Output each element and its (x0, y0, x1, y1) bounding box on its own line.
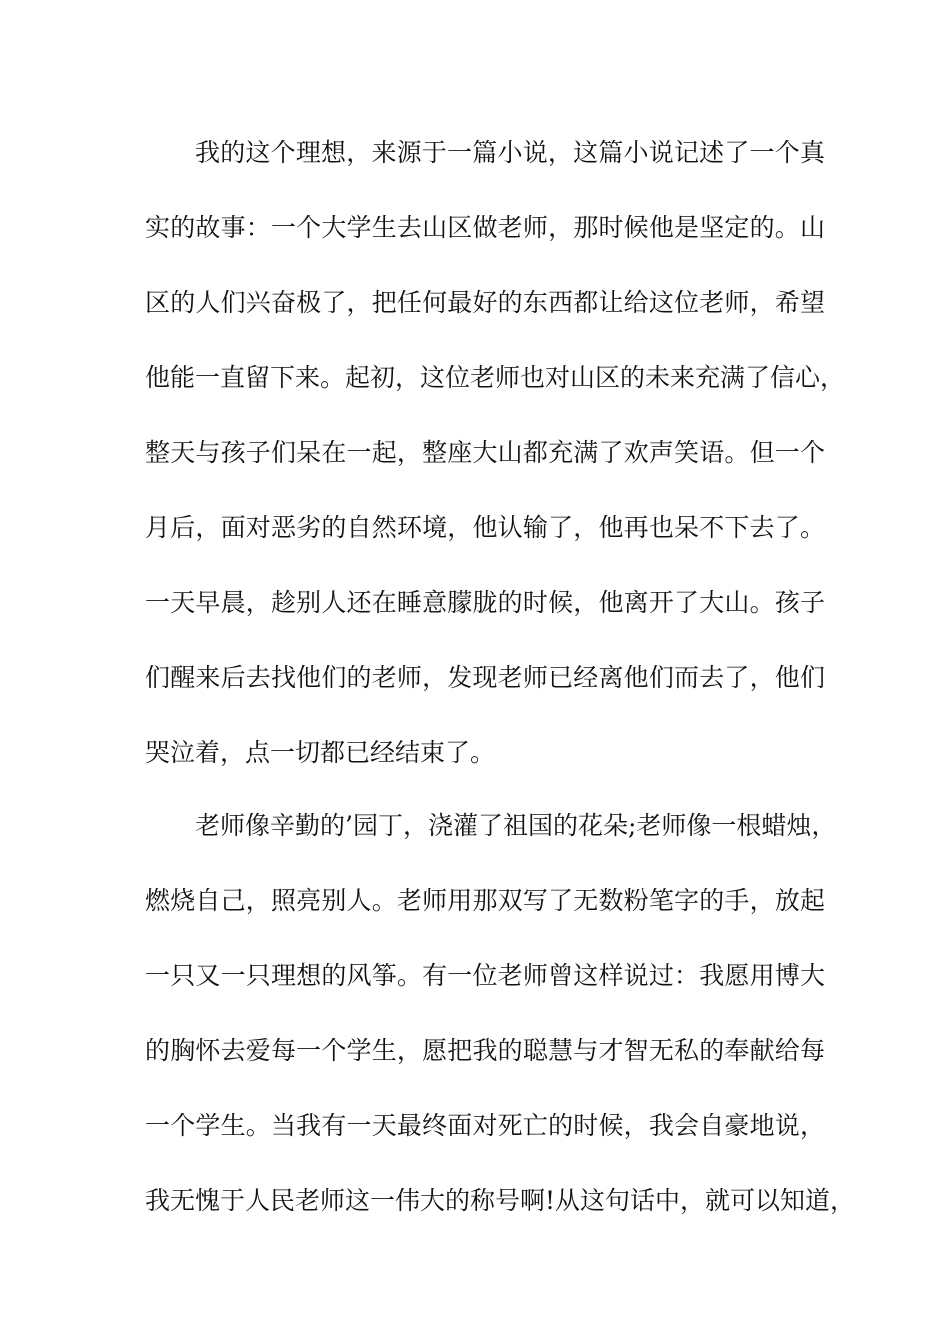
text-line: 燃烧自己，照亮别人。老师用那双写了无数粉笔字的手，放起 (145, 886, 825, 915)
text-line: 我的这个理想，来源于一篇小说，这篇小说记述了一个真 (195, 138, 825, 167)
text-line: 哭泣着，点一切都已经结束了。 (145, 738, 496, 767)
text-line: 一天早晨，趁别人还在睡意朦胧的时候，他离开了大山。孩子 (145, 588, 825, 617)
text-line: 我无愧于人民老师这一伟大的称号啊!从这句话中，就可以知道， (145, 1186, 856, 1215)
text-line: 们醒来后去找他们的老师，发现老师已经离他们而去了，他们 (145, 663, 825, 692)
text-line: 区的人们兴奋极了，把任何最好的东西都让给这位老师，希望 (145, 288, 825, 317)
text-line: 一只又一只理想的风筝。有一位老师曾这样说过：我愿用博大 (145, 961, 825, 990)
text-line: 的胸怀去爱每一个学生，愿把我的聪慧与才智无私的奉献给每 (145, 1036, 825, 1065)
text-line: 月后，面对恶劣的自然环境，他认输了，他再也呆不下去了。 (145, 513, 825, 542)
text-line: 实的故事：一个大学生去山区做老师，那时候他是坚定的。山 (145, 213, 825, 242)
text-line: 整天与孩子们呆在一起，整座大山都充满了欢声笑语。但一个 (145, 438, 825, 467)
text-line: 一个学生。当我有一天最终面对死亡的时候，我会自豪地说， (145, 1111, 825, 1140)
text-line: 老师像辛勤的’园丁，浇灌了祖国的花朵;老师像一根蜡烛， (195, 811, 837, 840)
text-line: 他能一直留下来。起初，这位老师也对山区的未来充满了信心， (145, 363, 846, 392)
